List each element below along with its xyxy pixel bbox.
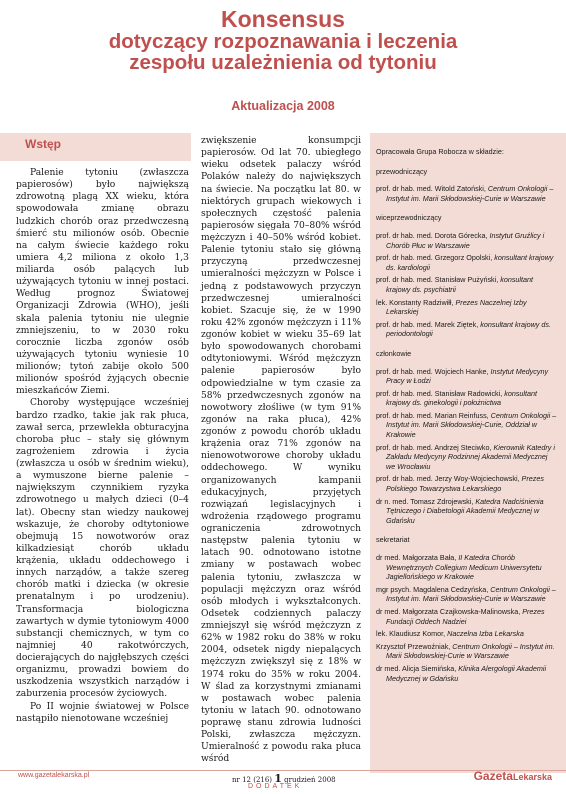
member-affiliation: konsultant krajowy ds. kardiologii — [386, 253, 554, 272]
page-number: 1 — [274, 772, 282, 785]
member-name: prof. dr hab. med. Dorota Górecka, — [376, 230, 488, 240]
sidebar-member — [376, 585, 558, 604]
sidebar-group-label: członkowie — [376, 348, 412, 358]
member-affiliation: konsultant krajowy ds. periodontologii — [386, 319, 551, 339]
paragraph: zwiększenie konsumpcji papierosów. Od lat 70. ubiegłego wieku odsetek palaczy wśród Polaków należy do największych na świecie. Na początku lat 80. w niektórych grupach wiekowych i społecznych częstość palenia papierosów sięgała 70–80% wśród mężczyzn i 40–50% wśród kobiet. Palenie tytoniu stało się główną przyczyną przedwczesnej umieralności mężczyzn w Polsce i jedną z podstawowych przyczyn przedwczesnej umieralności kobiet. Szacuje się, że w 1990 roku 42% zgonów mężczyzn i 11% zgonów kobiet w wieku 35–69 lat było spowodowanych chorobami odtytoniowymi. Wśród mężczyzn palenie papierosów było odpowiedzialne w tym czasie za 58% przedwczesnych zgonów na nowotwory złośliwe (w tym 91% zgonów na raka płuca), 42% zgonów z powodu chorób układu krążenia oraz 71% zgonów na nienowotworowe choroby układu oddechowego. W wyniku organizowanych kampanii edukacyjnych, przyjętych rozwiązań legislacyjnych i wdrożenia rządowego programu ograniczenia zdrowotnych następstw palenia tytoniu w latach 90. odnotowano istotne zmiany w postawach wobec palenia tytoniu, zwłaszcza w populacji mężczyzn oraz wśród osób młodych i wykształconych. Odsetek codziennych palaczy zmniejszył się wśród mężczyzn z 62% w 1982 roku do 38% w roku 2004, odsetek nigdy niepalących mężczyzn zwiększył się z 18% w 1974 roku do 35% w roku 2004. W ślad za korzystnymi zmianami w postawach wobec palenia tytoniu w latach 90. odnotowano poprawę stanu zdrowia ludności Polski, zwłaszcza mężczyzn. Umieralność z powodu raka płuca wśród — [201, 136, 361, 765]
member-affiliation: Centrum Onkologii – Instytut im. Marii Skłodowskiej-Curie w Warszawie — [386, 584, 556, 604]
text-column-1 — [16, 133, 189, 725]
sidebar-group-label: sekretariat — [376, 535, 410, 545]
sidebar-member — [376, 664, 558, 683]
member-affiliation: Klinika Alergologii Akademii Medycznej w Gdańsku — [386, 663, 547, 683]
title-line-2: dotyczący rozpoznawania i leczenia — [108, 30, 458, 53]
member-name: prof. dr hab. med. Marek Ziętek, — [376, 319, 479, 329]
member-name: dr med. Małgorzata Czajkowska-Malinowska, — [376, 606, 521, 616]
sidebar-member — [376, 298, 558, 317]
member-affiliation: Katedra Nadciśnienia Tętniczego i Diabetologii Akademii Medycznej w Gdańsku — [386, 496, 544, 525]
sidebar-group — [376, 349, 558, 526]
paragraph: Choroby występujące wcześniej bardzo rzadko, takie jak rak płuca, zawał serca, przewlekła obturacyjna choroba płuc – stały się głównym zagrożeniem zdrowia i życia (zwłaszcza u osób w średnim wieku), a wymuszone bierne palenie – największym czynnikiem ryzyka zdrowotnego u małych dzieci (0–4 lat). Obecny stan wiedzy naukowej wskazuje, że choroby odtytoniowe obejmują 15 nowotworów oraz kilkadziesiąt chorób układu krążenia, układu oddechowego i innych narządów, a także szereg chorób matki i dziecka (w okresie prenatalnym i po urodzeniu). Transformacja biologiczna zawartych w dymie tytoniowym 4000 substancji chemicznych, w tym co najmniej 40 rakotwórczych, docierających do najgłębszych części organizmu, prowadzi bowiem do uszkodzenia wszystkich narządów i zaburzenia procesów życiowych. — [16, 398, 189, 700]
sidebar-member — [376, 367, 558, 386]
paragraph: Palenie tytoniu (zwłaszcza papierosów) było największą zdrowotną plagą XX wieku, która spowodowała zmianę obrazu ludzkich chorób oraz przedwczesną śmierć stu milionów osób. Obecnie na całym świecie każdego roku umiera 4,2 miliona z około 1,3 miliarda osób palących lub używających tytoniu w innej postaci. Według prognoz Światowej Organizacji Zdrowia (WHO), jeśli skala palenia tytoniu nie ulegnie zmniejszeniu, to w 2030 roku corocznie liczba zgonów osób używających tytoniu wyniesie 10 milionów; tytoń zabije około 500 milionów spośród żyjących obecnie mieszkańców Ziemi. — [16, 168, 189, 397]
member-name: prof. dr hab. med. Andrzej Steciwko, — [376, 442, 492, 452]
member-affiliation: konsultant krajowy ds. psychiatrii — [386, 275, 534, 294]
sidebar-member — [376, 474, 558, 493]
member-name: lek. Konstanty Radziwiłł, — [376, 297, 454, 307]
member-name: dr n. med. Tomasz Zdrojewski, — [376, 496, 474, 506]
article-title — [0, 8, 566, 73]
sidebar-group — [376, 213, 558, 339]
sidebar-member — [376, 275, 558, 294]
member-affiliation: konsultant krajowy ds. ginekologii i położnictwa — [386, 388, 538, 408]
member-affiliation: Prezes Polskiego Towarzystwa Lekarskiego — [386, 474, 544, 494]
sidebar-member — [376, 231, 558, 250]
member-name: prof. dr hab. med. Wojciech Hanke, — [376, 366, 489, 376]
sidebar-intro: Opracowała Grupa Robocza w składzie: — [376, 147, 504, 156]
member-name: prof. dr hab. med. Grzegorz Opolski, — [376, 253, 493, 263]
member-affiliation: Naczelna Izba Lekarska — [447, 629, 524, 639]
sidebar-group-label: przewodniczący — [376, 166, 428, 176]
logo-part-b: Lekarska — [512, 772, 552, 782]
sidebar-member — [376, 553, 558, 582]
issue-number: nr 12 (216) — [232, 776, 273, 784]
sidebar-member — [376, 389, 558, 408]
member-affiliation: Instytut Medycyny Pracy w Łodzi — [386, 366, 549, 386]
member-name: dr med. Alicja Siemińska, — [376, 663, 457, 673]
member-affiliation: Prezes Fundacji Oddech Nadziei — [386, 606, 545, 626]
text-column-2 — [201, 135, 361, 766]
member-name: lek. Klaudiusz Komor, — [376, 629, 446, 639]
member-affiliation: Centrum Onkologii – Instytut im. Marii Skłodowskiej-Curie w Warszawie — [386, 184, 554, 203]
member-name: prof. dr hab. med. Witold Zatoński, — [376, 184, 486, 194]
member-name: Krzysztof Przewoźniak, — [376, 641, 451, 651]
sidebar-member — [376, 184, 558, 203]
member-name: prof. dr hab. med. Marian Reinfuss, — [376, 410, 489, 420]
member-affiliation: Instytut Gruźlicy i Chorób Płuc w Warszawie — [386, 230, 545, 250]
member-name: dr med. Małgorzata Bała, — [376, 553, 457, 562]
sidebar-group — [376, 535, 558, 683]
sidebar-member — [376, 629, 558, 639]
sidebar-member — [376, 642, 558, 661]
sidebar-member — [376, 497, 558, 526]
member-affiliation: Prezes Naczelnej Izby Lekarskiej — [386, 297, 527, 317]
section-heading-band — [0, 133, 191, 161]
sidebar-member — [376, 607, 558, 626]
paragraph: Po II wojnie światowej w Polsce nastąpiło nienotowane wcześniej — [16, 701, 189, 724]
sidebar-member — [376, 411, 558, 440]
title-line-3: zespołu uzależnienia od tytoniu — [129, 51, 437, 74]
member-name: prof. dr hab. med. Stanisław Pużyński, — [376, 275, 499, 285]
member-affiliation: II Katedra Chorób Wewnętrznych Collegium Medicum Uniwersytetu Jagiellońskiego w Krakowie — [386, 553, 542, 582]
working-group-sidebar — [370, 133, 566, 773]
member-name: mgr psych. Magdalena Cedzyńska, — [376, 584, 489, 594]
sidebar-member — [376, 253, 558, 272]
article-subtitle: Aktualizacja 2008 — [231, 99, 335, 113]
issue-date: grudzień 2008 — [284, 776, 336, 784]
sidebar-member — [376, 320, 558, 339]
member-affiliation: Centrum Onkologii – Instytut im. Marii Skłodowskiej-Curie w Warszawie — [386, 641, 555, 661]
sidebar-member — [376, 443, 558, 472]
member-name: prof. dr hab. med. Stanisław Radowicki, — [376, 388, 503, 398]
section-heading: Wstęp — [25, 137, 61, 151]
title-line-1: Konsensus — [221, 6, 345, 32]
magazine-logo — [474, 769, 552, 783]
supplement-label: DODATEK — [248, 783, 303, 790]
footer-url[interactable]: www.gazetalekarska.pl — [18, 772, 90, 779]
member-affiliation: Centrum Onkologii – Instytut im. Marii Skłodowskiej-Curie, Oddział w Krakowie — [386, 410, 557, 440]
sidebar-group — [376, 167, 558, 204]
sidebar-group-label: wiceprzewodniczący — [376, 213, 442, 223]
member-affiliation: Kierownik Katedry i Zakładu Medycyny Rodzinnej Akademii Medycznej we Wrocławiu — [386, 442, 555, 471]
logo-part-a: Gazeta — [473, 769, 513, 783]
page-footer — [0, 770, 566, 794]
member-name: prof. dr hab. med. Jerzy Woy-Wojciechowski, — [376, 474, 520, 484]
